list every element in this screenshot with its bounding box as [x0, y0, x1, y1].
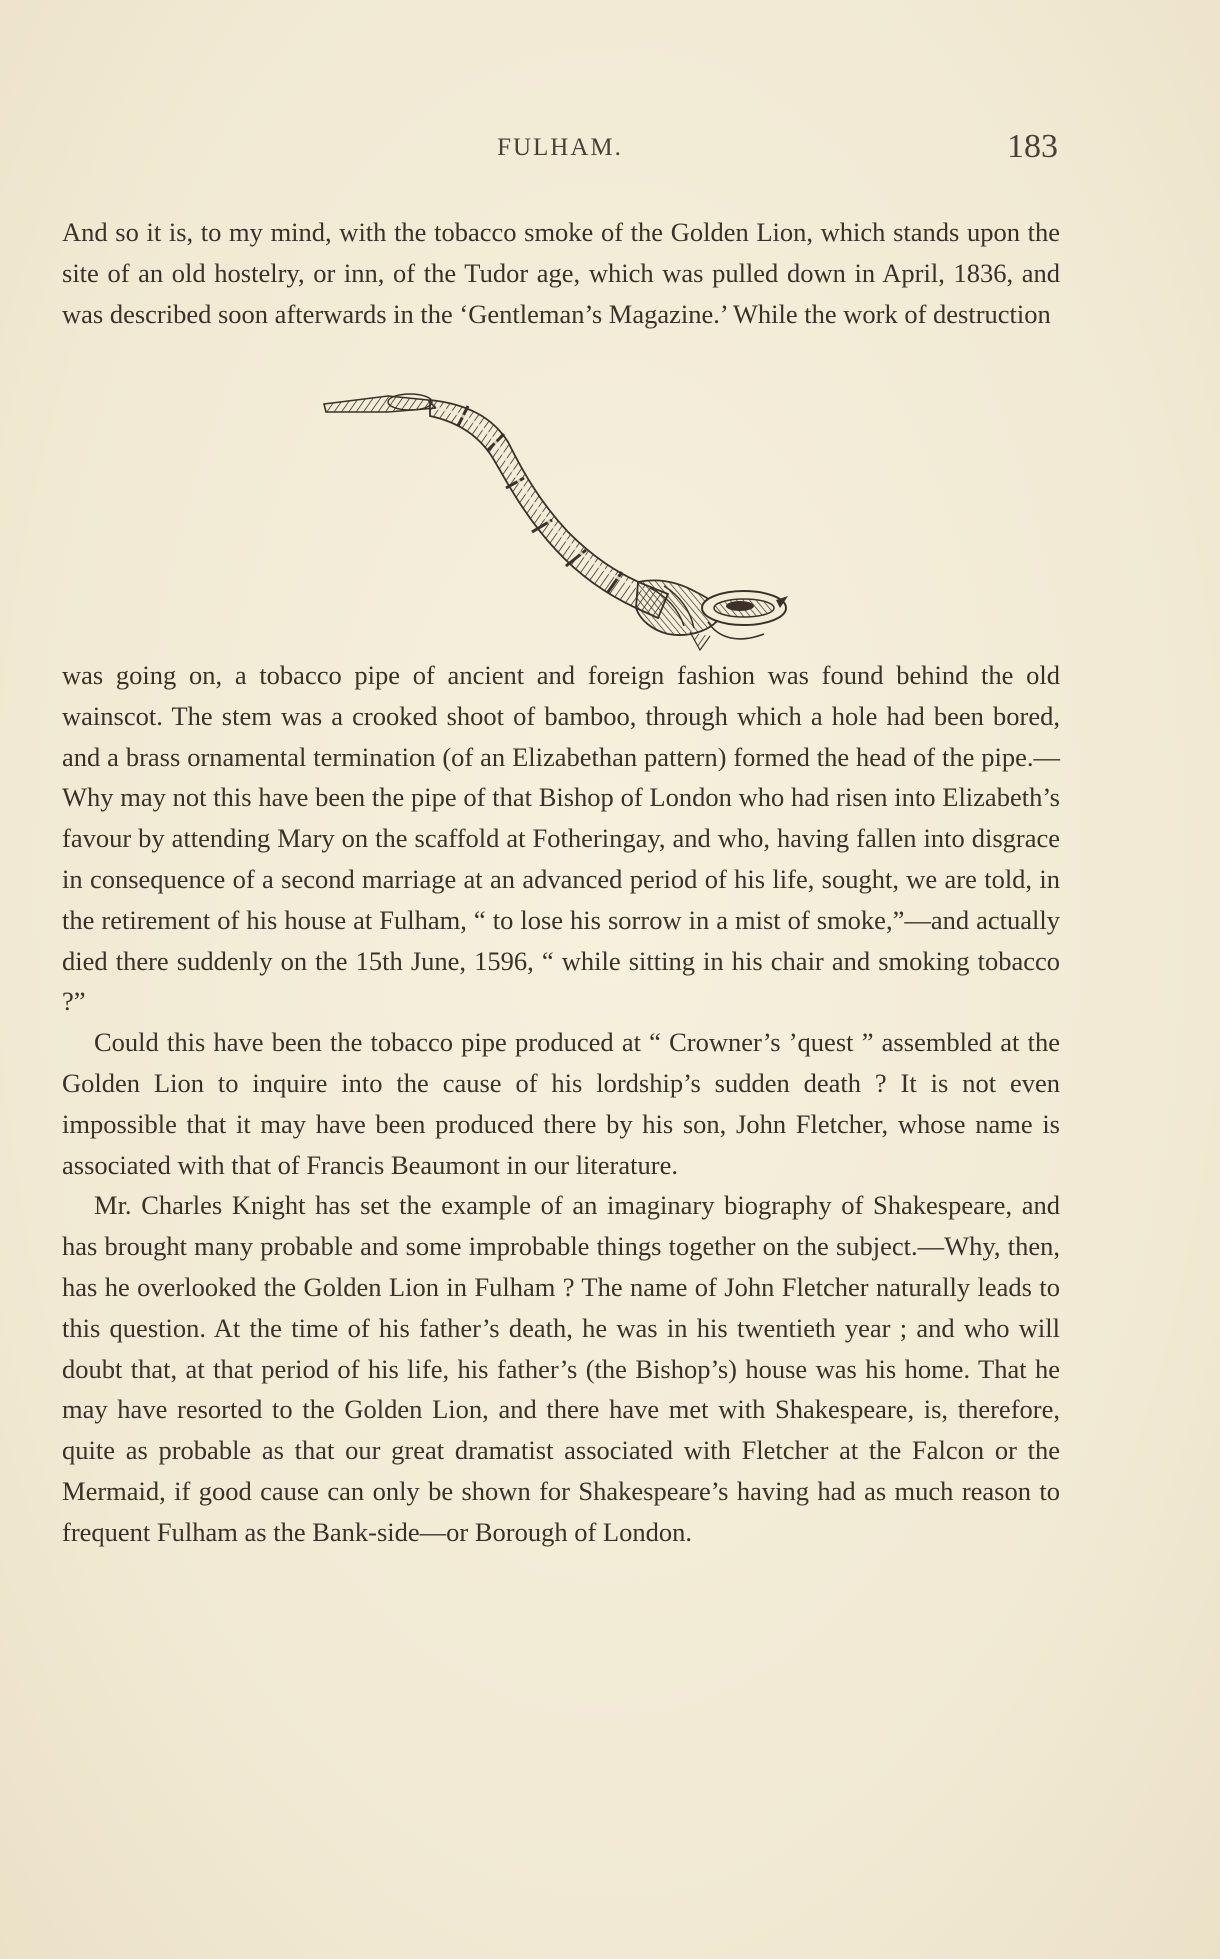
text-block-bottom: [62, 655, 1060, 1553]
paragraph-charles-knight: Mr. Charles Knight has set the example of an imaginary biography of Shakespeare, and has brought many probable and some improbable things together on the subject.—Why, then, has he overlooked the Golden Lion in Fulham ? The name of John Fletcher naturally leads to this question. At the time of his father’s death, he was in his twentieth year ; and who will doubt that, at that period of his life, his father’s (the Bishop’s) house was his home. That he may have resorted to the Golden Lion, and there have met with Shakespeare, is, therefore, quite as probable as that our great dramatist associated with Fletcher at the Falcon or the Mermaid, if good cause can only be shown for Shakespeare’s having had as much reason to frequent Fulham as the Bank-side—or Borough of London.: [62, 1190, 1060, 1547]
paragraph-opening: And so it is, to my mind, with the tobacco smoke of the Golden Lion, which stands upon the site of an old hostelry, or inn, of the Tudor age, which was pulled down in April, 1836, and was described soon afterwards in the ‘Gentleman’s Magazine.’ While the work of destruction: [62, 217, 1060, 329]
paragraph-crowners-quest: Could this have been the tobacco pipe produced at “ Crowner’s ’quest ” assembled at the Golden Lion to inquire into the cause of his lordship’s sudden death ? It is not even impossible that it may have been produced there by his son, John Fletcher, whose name is associated with that of Francis Beaumont in our literature.: [62, 1027, 1060, 1180]
running-head: [62, 128, 1058, 172]
text-block-top: [62, 212, 1060, 334]
running-title: FULHAM.: [497, 134, 623, 161]
page-number: 183: [1007, 128, 1058, 165]
tobacco-pipe-illustration: [318, 382, 830, 658]
tobacco-pipe-icon: [318, 382, 830, 658]
paragraph-continued: was going on, a tobacco pipe of ancient and foreign fashion was found behind the old wainscot. The stem was a crooked shoot of bamboo, through which a hole had been bored, and a brass ornamental termination (of an Elizabethan pattern) formed the head of the pipe.—Why may not this have been the pipe of that Bishop of London who had risen into Elizabeth’s favour by attending Mary on the scaffold at Fotheringay, and who, having fallen into disgrace in consequence of a second marriage at an advanced period of his life, sought, we are told, in the retirement of his house at Fulham, “ to lose his sorrow in a mist of smoke,”—and actually died there suddenly on the 15th June, 1596, “ while sitting in his chair and smoking tobacco ?”: [62, 660, 1060, 1017]
